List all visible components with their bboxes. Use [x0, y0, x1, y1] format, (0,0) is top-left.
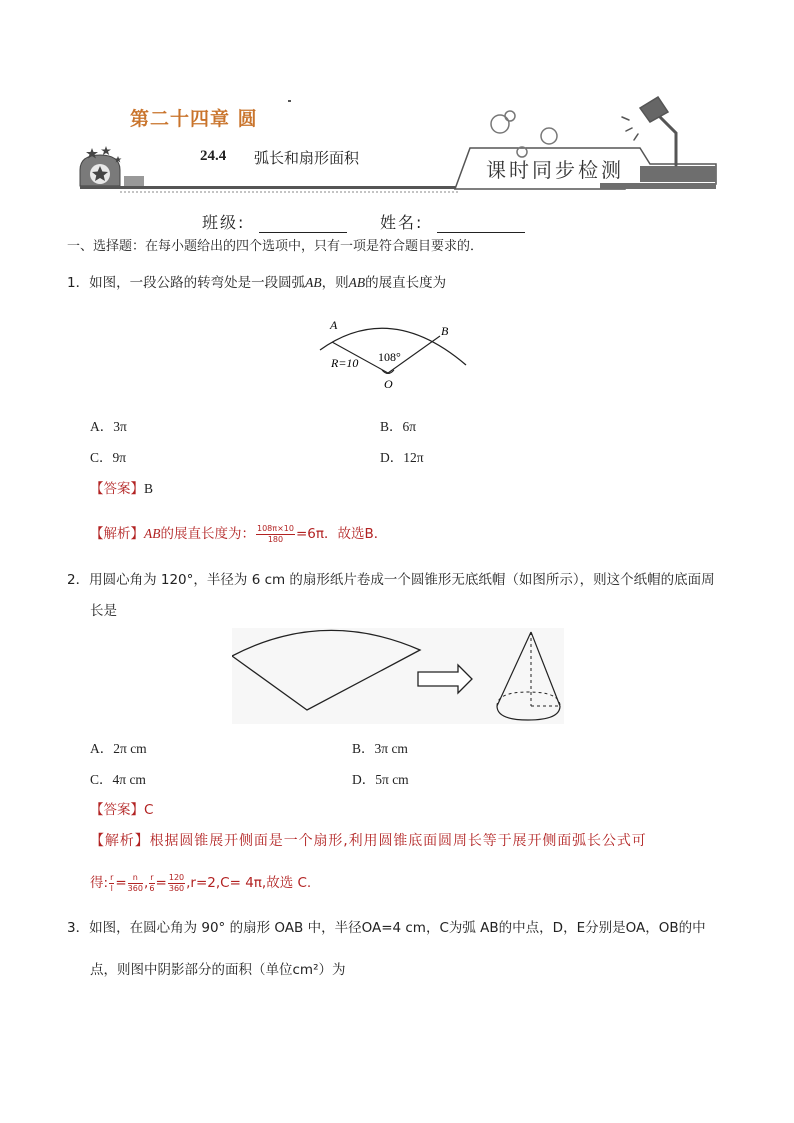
- q2-option-d[interactable]: D．5π cm: [352, 772, 409, 787]
- q2-stem-line2: 长是: [90, 603, 117, 619]
- section-instructions: 一、选择题：在每小题给出的四个选项中，只有一项是符合题目要求的．: [67, 239, 484, 254]
- section-title: 弧长和扇形面积: [254, 149, 360, 167]
- name-field: [380, 210, 525, 233]
- q1-option-a[interactable]: A．3π: [90, 419, 127, 434]
- q2-option-b[interactable]: B．3π cm: [352, 741, 408, 756]
- q1-option-c[interactable]: C．9π: [90, 450, 127, 465]
- q1-label-B: B: [441, 324, 449, 338]
- section-number: 24.4: [200, 148, 227, 164]
- q1-label-angle: 108°: [378, 350, 401, 364]
- header-banner: [0, 0, 794, 200]
- q1-label-A: A: [330, 318, 338, 332]
- class-blank: [259, 214, 347, 233]
- q1-label-R: R=10: [331, 356, 359, 370]
- q1-analysis: 【解析】AB的展直长度为： $\frac{108\pi\times 10}{180}$ =6π．故选B．: [90, 523, 388, 544]
- q3-stem-line2: 点，则图中阴影部分的面积（单位cm²）为: [90, 962, 346, 978]
- q2-analysis-line1: 【解析】根据圆锥展开侧面是一个扇形,利用圆锥底面圆周长等于展开侧面弧长公式可: [90, 833, 647, 849]
- chapter-title: 第二十四章 圆: [130, 108, 258, 130]
- q2-option-a[interactable]: A．2π cm: [90, 741, 147, 756]
- q1-option-b[interactable]: B．6π: [380, 419, 417, 434]
- star-badge-icon: [80, 146, 122, 186]
- name-blank: [437, 214, 525, 233]
- q2-analysis-line2: 得: $\frac{r}{l}$ = $\frac{n}{360}$ , $\frac{r}{6}$ = $\frac{120}{360}$ ,r=2,C= 4π,故选 C.: [90, 872, 312, 893]
- q1-answer: 【答案】B: [90, 481, 154, 497]
- class-label: 班级:: [202, 213, 246, 232]
- q2-figure: [232, 628, 564, 724]
- header-dot: [288, 100, 291, 102]
- name-label: 姓名:: [380, 213, 424, 232]
- class-field: [202, 210, 347, 233]
- q1-fraction: $\frac{108\pi\times 10}{180}$: [257, 523, 294, 544]
- q3-stem-line1: 3．如图，在圆心角为 90° 的扇形 OAB 中，半径OA=4 cm，C为弧 AB的中点，D，E分别是OA，OB的中: [67, 920, 706, 936]
- q1-figure: [310, 310, 480, 395]
- q2-answer: 【答案】C: [90, 802, 154, 818]
- q1-stem: 1．如图，一段公路的转弯处是一段圆弧AB，则AB的展直长度为: [67, 275, 447, 291]
- q2-option-c[interactable]: C．4π cm: [90, 772, 146, 787]
- q1-option-d[interactable]: D．12π: [380, 450, 424, 465]
- brand-label: 课时同步检测: [486, 158, 624, 182]
- q1-label-O: O: [384, 377, 393, 391]
- q2-stem-line1: 2．用圆心角为 120°，半径为 6 cm 的扇形纸片卷成一个圆锥形无底纸帽（如图所示），则这个纸帽的底面周: [67, 572, 715, 588]
